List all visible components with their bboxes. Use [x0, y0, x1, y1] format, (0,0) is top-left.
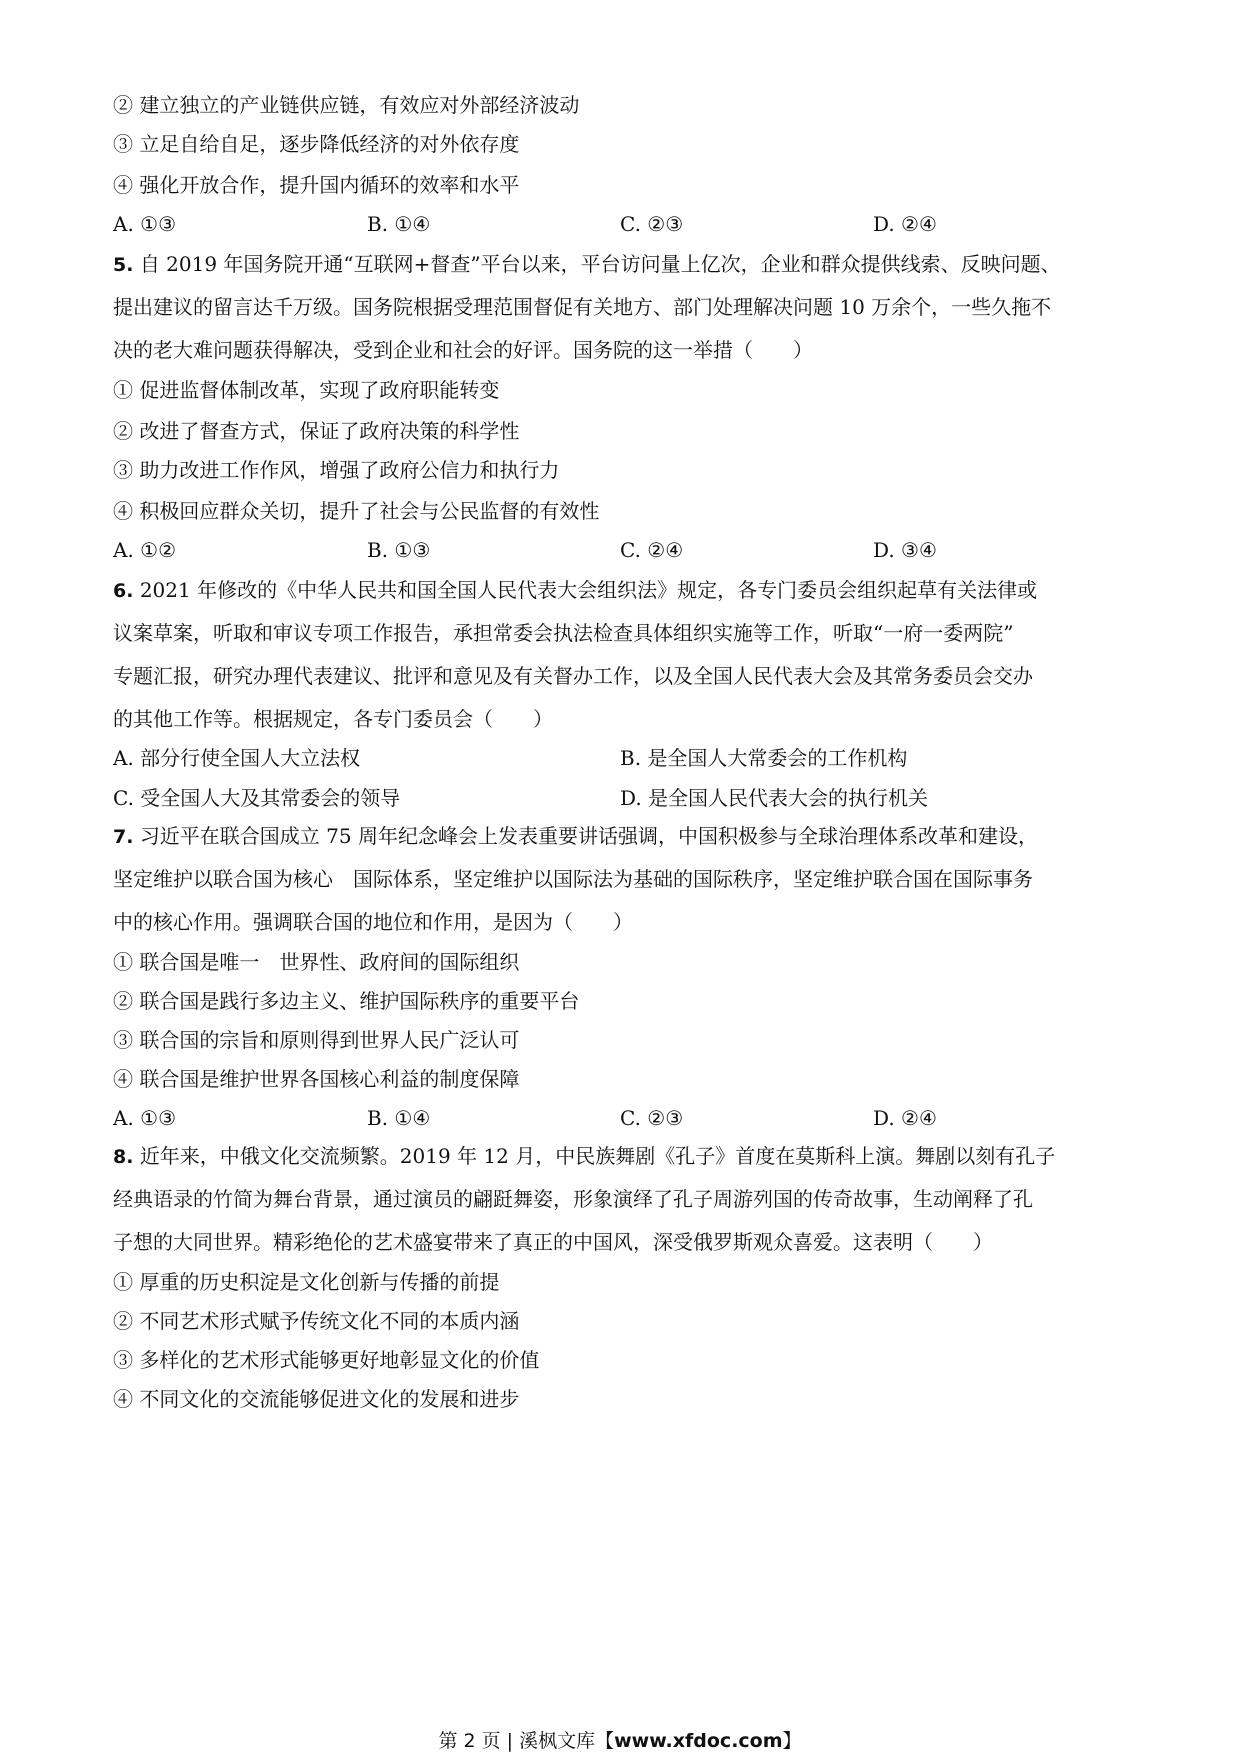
q4-item-3: ③ 立足自给自足，逐步降低经济的对外依存度	[113, 132, 520, 156]
q8-stem-line-1	[113, 1141, 1055, 1172]
q6-option-c: C. 受全国人大及其常委会的领导	[113, 786, 401, 810]
q5-option-d: D. ③④	[873, 538, 937, 562]
q4-options	[113, 209, 1143, 239]
page-footer	[0, 1728, 1240, 1754]
q5-item-3: ③ 助力改进工作作风，增强了政府公信力和执行力	[113, 458, 560, 482]
q6-stem-text-1: 2021 年修改的《中华人民共和国全国人民代表大会组织法》规定，各专门委员会组织起草有关法律或	[139, 578, 1038, 602]
q8-stem-line-3: 子想的大同世界。精彩绝伦的艺术盛宴带来了真正的中国风，深受俄罗斯观众喜爱。这表明（ ）	[113, 1230, 993, 1254]
q8-number: 8.	[113, 1146, 134, 1168]
q5-stem-line-2: 提出建议的留言达千万级。国务院根据受理范围督促有关地方、部门处理解决问题 10 万余个，一些久拖不	[113, 295, 1052, 319]
q7-stem-line-3: 中的核心作用。强调联合国的地位和作用，是因为（ ）	[113, 910, 633, 934]
q6-option-d: D. 是全国人民代表大会的执行机关	[620, 786, 929, 810]
q6-stem-line-1	[113, 575, 1037, 606]
footer-bracket: 】	[782, 1730, 802, 1752]
q5-options	[113, 535, 1143, 565]
q6-options-row-2	[113, 783, 1143, 813]
q5-item-4: ④ 积极回应群众关切，提升了社会与公民监督的有效性	[113, 499, 600, 523]
q6-options-row-1	[113, 743, 1143, 773]
footer-url[interactable]: www.xfdoc.com	[614, 1730, 783, 1752]
q5-stem-line-1	[113, 249, 1061, 280]
q5-item-2: ② 改进了督查方式，保证了政府决策的科学性	[113, 419, 520, 443]
q7-options	[113, 1103, 1143, 1133]
q5-option-a: A. ①②	[113, 538, 177, 562]
q8-stem-line-2: 经典语录的竹简为舞台背景，通过演员的翩跹舞姿，形象演绎了孔子周游列国的传奇故事，生动阐释了孔	[113, 1187, 1033, 1211]
q5-stem-text-1: 自 2019 年国务院开通“互联网+督查”平台以来，平台访问量上亿次，企业和群众提供线索、反映问题、	[139, 252, 1061, 276]
q7-option-c: C. ②③	[620, 1106, 684, 1130]
q4-option-a: A. ①③	[113, 212, 177, 236]
q4-option-d: D. ②④	[873, 212, 937, 236]
q8-stem-text-1: 近年来，中俄文化交流频繁。2019 年 12 月，中民族舞剧《孔子》首度在莫斯科上演。舞剧以刻有孔子	[139, 1144, 1056, 1168]
q5-item-1: ① 促进监督体制改革，实现了政府职能转变	[113, 378, 500, 402]
q7-item-1: ① 联合国是唯一 世界性、政府间的国际组织	[113, 950, 520, 974]
footer-page-label: 第 2 页 | 溪枫文库【	[438, 1730, 615, 1752]
q6-option-b: B. 是全国人大常委会的工作机构	[620, 746, 908, 770]
q7-option-a: A. ①③	[113, 1106, 177, 1130]
q5-number: 5.	[113, 254, 134, 276]
q8-item-3: ③ 多样化的艺术形式能够更好地彰显文化的价值	[113, 1348, 540, 1372]
q6-stem-line-2: 议案草案，听取和审议专项工作报告，承担常委会执法检查具体组织实施等工作，听取“一府一委两院”	[113, 621, 1014, 645]
q5-option-b: B. ①③	[367, 538, 431, 562]
q7-item-3: ③ 联合国的宗旨和原则得到世界人民广泛认可	[113, 1028, 520, 1052]
q6-stem-line-4: 的其他工作等。根据规定，各专门委员会（ ）	[113, 707, 553, 731]
q7-stem-line-1	[113, 821, 1038, 852]
q6-option-a: A. 部分行使全国人大立法权	[113, 746, 361, 770]
q8-item-2: ② 不同艺术形式赋予传统文化不同的本质内涵	[113, 1309, 520, 1333]
q8-item-4: ④ 不同文化的交流能够促进文化的发展和进步	[113, 1387, 520, 1411]
q4-item-4: ④ 强化开放合作，提升国内循环的效率和水平	[113, 173, 520, 197]
q7-option-d: D. ②④	[873, 1106, 937, 1130]
q7-option-b: B. ①④	[367, 1106, 431, 1130]
q5-stem-line-3: 决的老大难问题获得解决，受到企业和社会的好评。国务院的这一举措（ ）	[113, 338, 813, 362]
q8-item-1: ① 厚重的历史积淀是文化创新与传播的前提	[113, 1270, 500, 1294]
q4-option-c: C. ②③	[620, 212, 684, 236]
q7-stem-text-1: 习近平在联合国成立 75 周年纪念峰会上发表重要讲话强调，中国积极参与全球治理体系改革和建设，	[139, 824, 1038, 848]
q4-option-b: B. ①④	[367, 212, 431, 236]
q7-item-2: ② 联合国是践行多边主义、维护国际秩序的重要平台	[113, 989, 580, 1013]
q6-number: 6.	[113, 580, 134, 602]
q7-stem-line-2: 坚定维护以联合国为核心 国际体系，坚定维护以国际法为基础的国际秩序，坚定维护联合国在国际事务	[113, 867, 1033, 891]
q7-number: 7.	[113, 826, 134, 848]
q5-option-c: C. ②④	[620, 538, 684, 562]
q7-item-4: ④ 联合国是维护世界各国核心利益的制度保障	[113, 1067, 520, 1091]
q4-item-2: ② 建立独立的产业链供应链，有效应对外部经济波动	[113, 93, 580, 117]
q6-stem-line-3: 专题汇报，研究办理代表建议、批评和意见及有关督办工作，以及全国人民代表大会及其常务委员会交办	[113, 664, 1033, 688]
